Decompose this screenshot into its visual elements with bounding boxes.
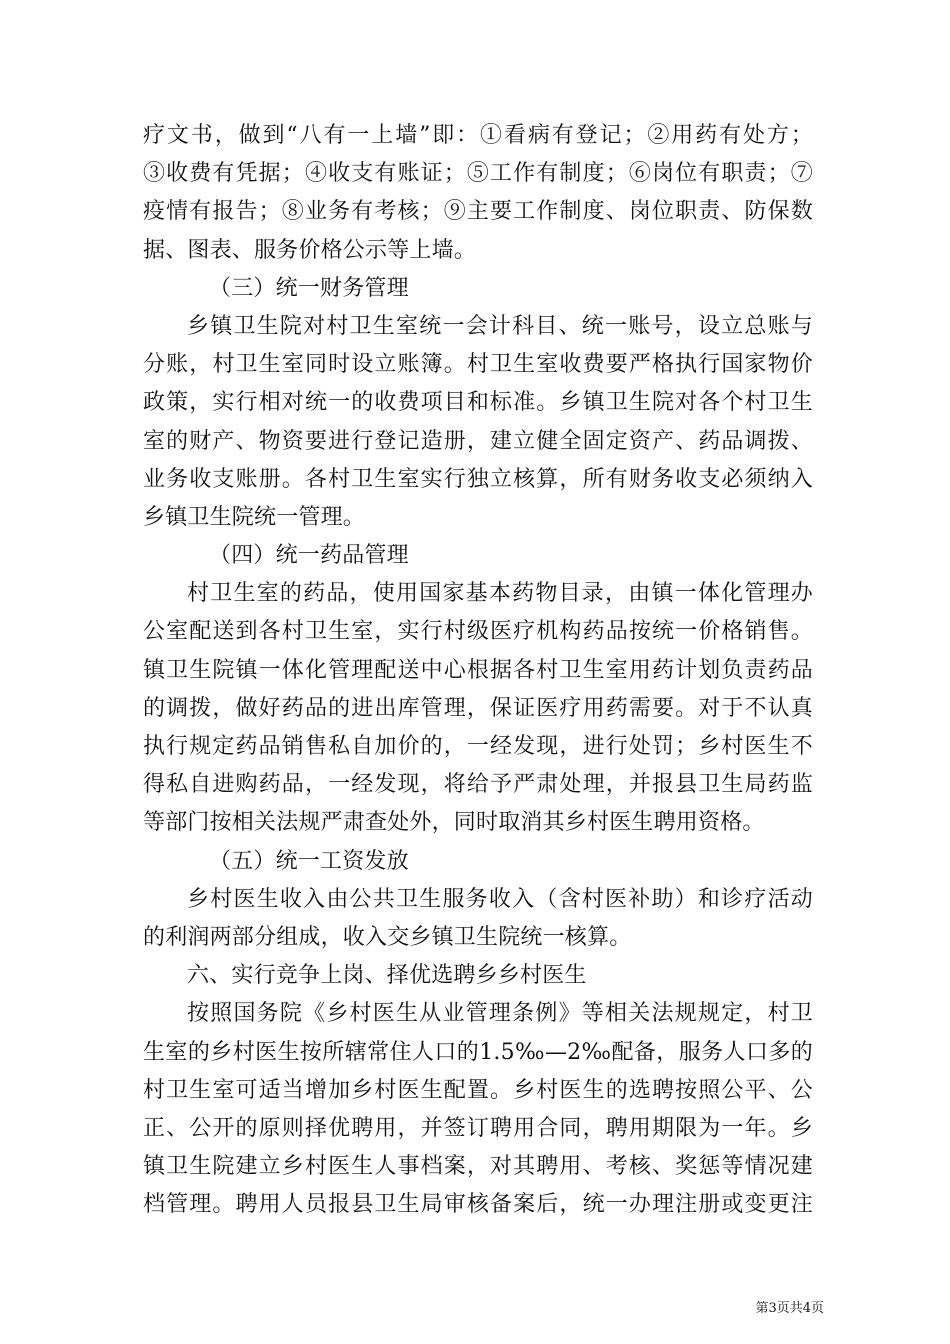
text-line: 镇卫生院建立乡村医生人事档案，对其聘用、考核、奖惩等情况建 <box>143 1154 813 1180</box>
text-line: 政策，实行相对统一的收费项目和标准。乡镇卫生院对各个村卫生 <box>143 390 813 416</box>
text-line: 执行规定药品销售私自加价的，一经发现，进行处罚；乡村医生不 <box>143 734 813 759</box>
text-line: 乡镇卫生院对村卫生室统一会计科目、统一账号，设立总账与 <box>187 313 813 339</box>
text-line: 公室配送到各村卫生室，实行村级医疗机构药品按统一价格销售。 <box>143 619 813 645</box>
text-line: 得私自进购药品，一经发现，将给予严肃处理，并报县卫生局药监 <box>143 772 813 798</box>
text-line: 分账，村卫生室同时设立账簿。村卫生室收费要严格执行国家物价 <box>143 352 813 378</box>
section-heading-3: （三）统一财务管理 <box>209 275 409 301</box>
text-line: 的利润两部分组成，收入交乡镇卫生院统一核算。 <box>143 924 632 950</box>
text-line: 疫情有报告；⑧业务有考核；⑨主要工作制度、岗位职责、防保数 <box>143 199 813 225</box>
text-line: 疗文书，做到“八有一上墙”即：①看病有登记；②用药有处方； <box>143 123 813 148</box>
text-line: 正、公开的原则择优聘用，并签订聘用合同，聘用期限为一年。乡 <box>143 1115 813 1141</box>
text-line: 乡镇卫生院统一管理。 <box>143 504 366 530</box>
section-heading-5: （五）统一工资发放 <box>209 848 409 874</box>
text-line: 室的财产、物资要进行登记造册，建立健全固定资产、药品调拨、 <box>143 428 813 454</box>
page-number: 第3页共4页 <box>755 1301 824 1316</box>
text-line: 村卫生室的药品，使用国家基本药物目录，由镇一体化管理办 <box>187 581 813 607</box>
text-line: 村卫生室可适当增加乡村医生配置。乡村医生的选聘按照公平、公 <box>143 1077 813 1103</box>
text-line: 生室的乡村医生按所辖常住人口的1.5‰—2‰配备，服务人口多的 <box>143 1039 813 1065</box>
text-line: 乡村医生收入由公共卫生服务收入（含村医补助）和诊疗活动 <box>187 886 813 912</box>
text-line: 的调拨，做好药品的进出库管理，保证医疗用药需要。对于不认真 <box>143 695 813 721</box>
text-line: 档管理。聘用人员报县卫生局审核备案后，统一办理注册或变更注 <box>143 1192 813 1218</box>
document-body <box>143 117 813 1224</box>
text-line: 镇卫生院镇一体化管理配送中心根据各村卫生室用药计划负责药品 <box>143 657 813 683</box>
text-line: ③收费有凭据；④收支有账证；⑤工作有制度；⑥岗位有职责；⑦ <box>143 161 813 187</box>
text-line: 按照国务院《乡村医生从业管理条例》等相关法规规定，村卫 <box>187 1001 813 1027</box>
text-line: 业务收支账册。各村卫生室实行独立核算，所有财务收支必须纳入 <box>143 466 813 492</box>
section-heading-6: 六、实行竞争上岗、择优选聘乡乡村医生 <box>187 963 587 989</box>
text-line: 等部门按相关法规严肃查处外，同时取消其乡村医生聘用资格。 <box>143 810 765 836</box>
text-line: 据、图表、服务价格公示等上墙。 <box>143 237 477 263</box>
section-heading-4: （四）统一药品管理 <box>209 543 409 569</box>
